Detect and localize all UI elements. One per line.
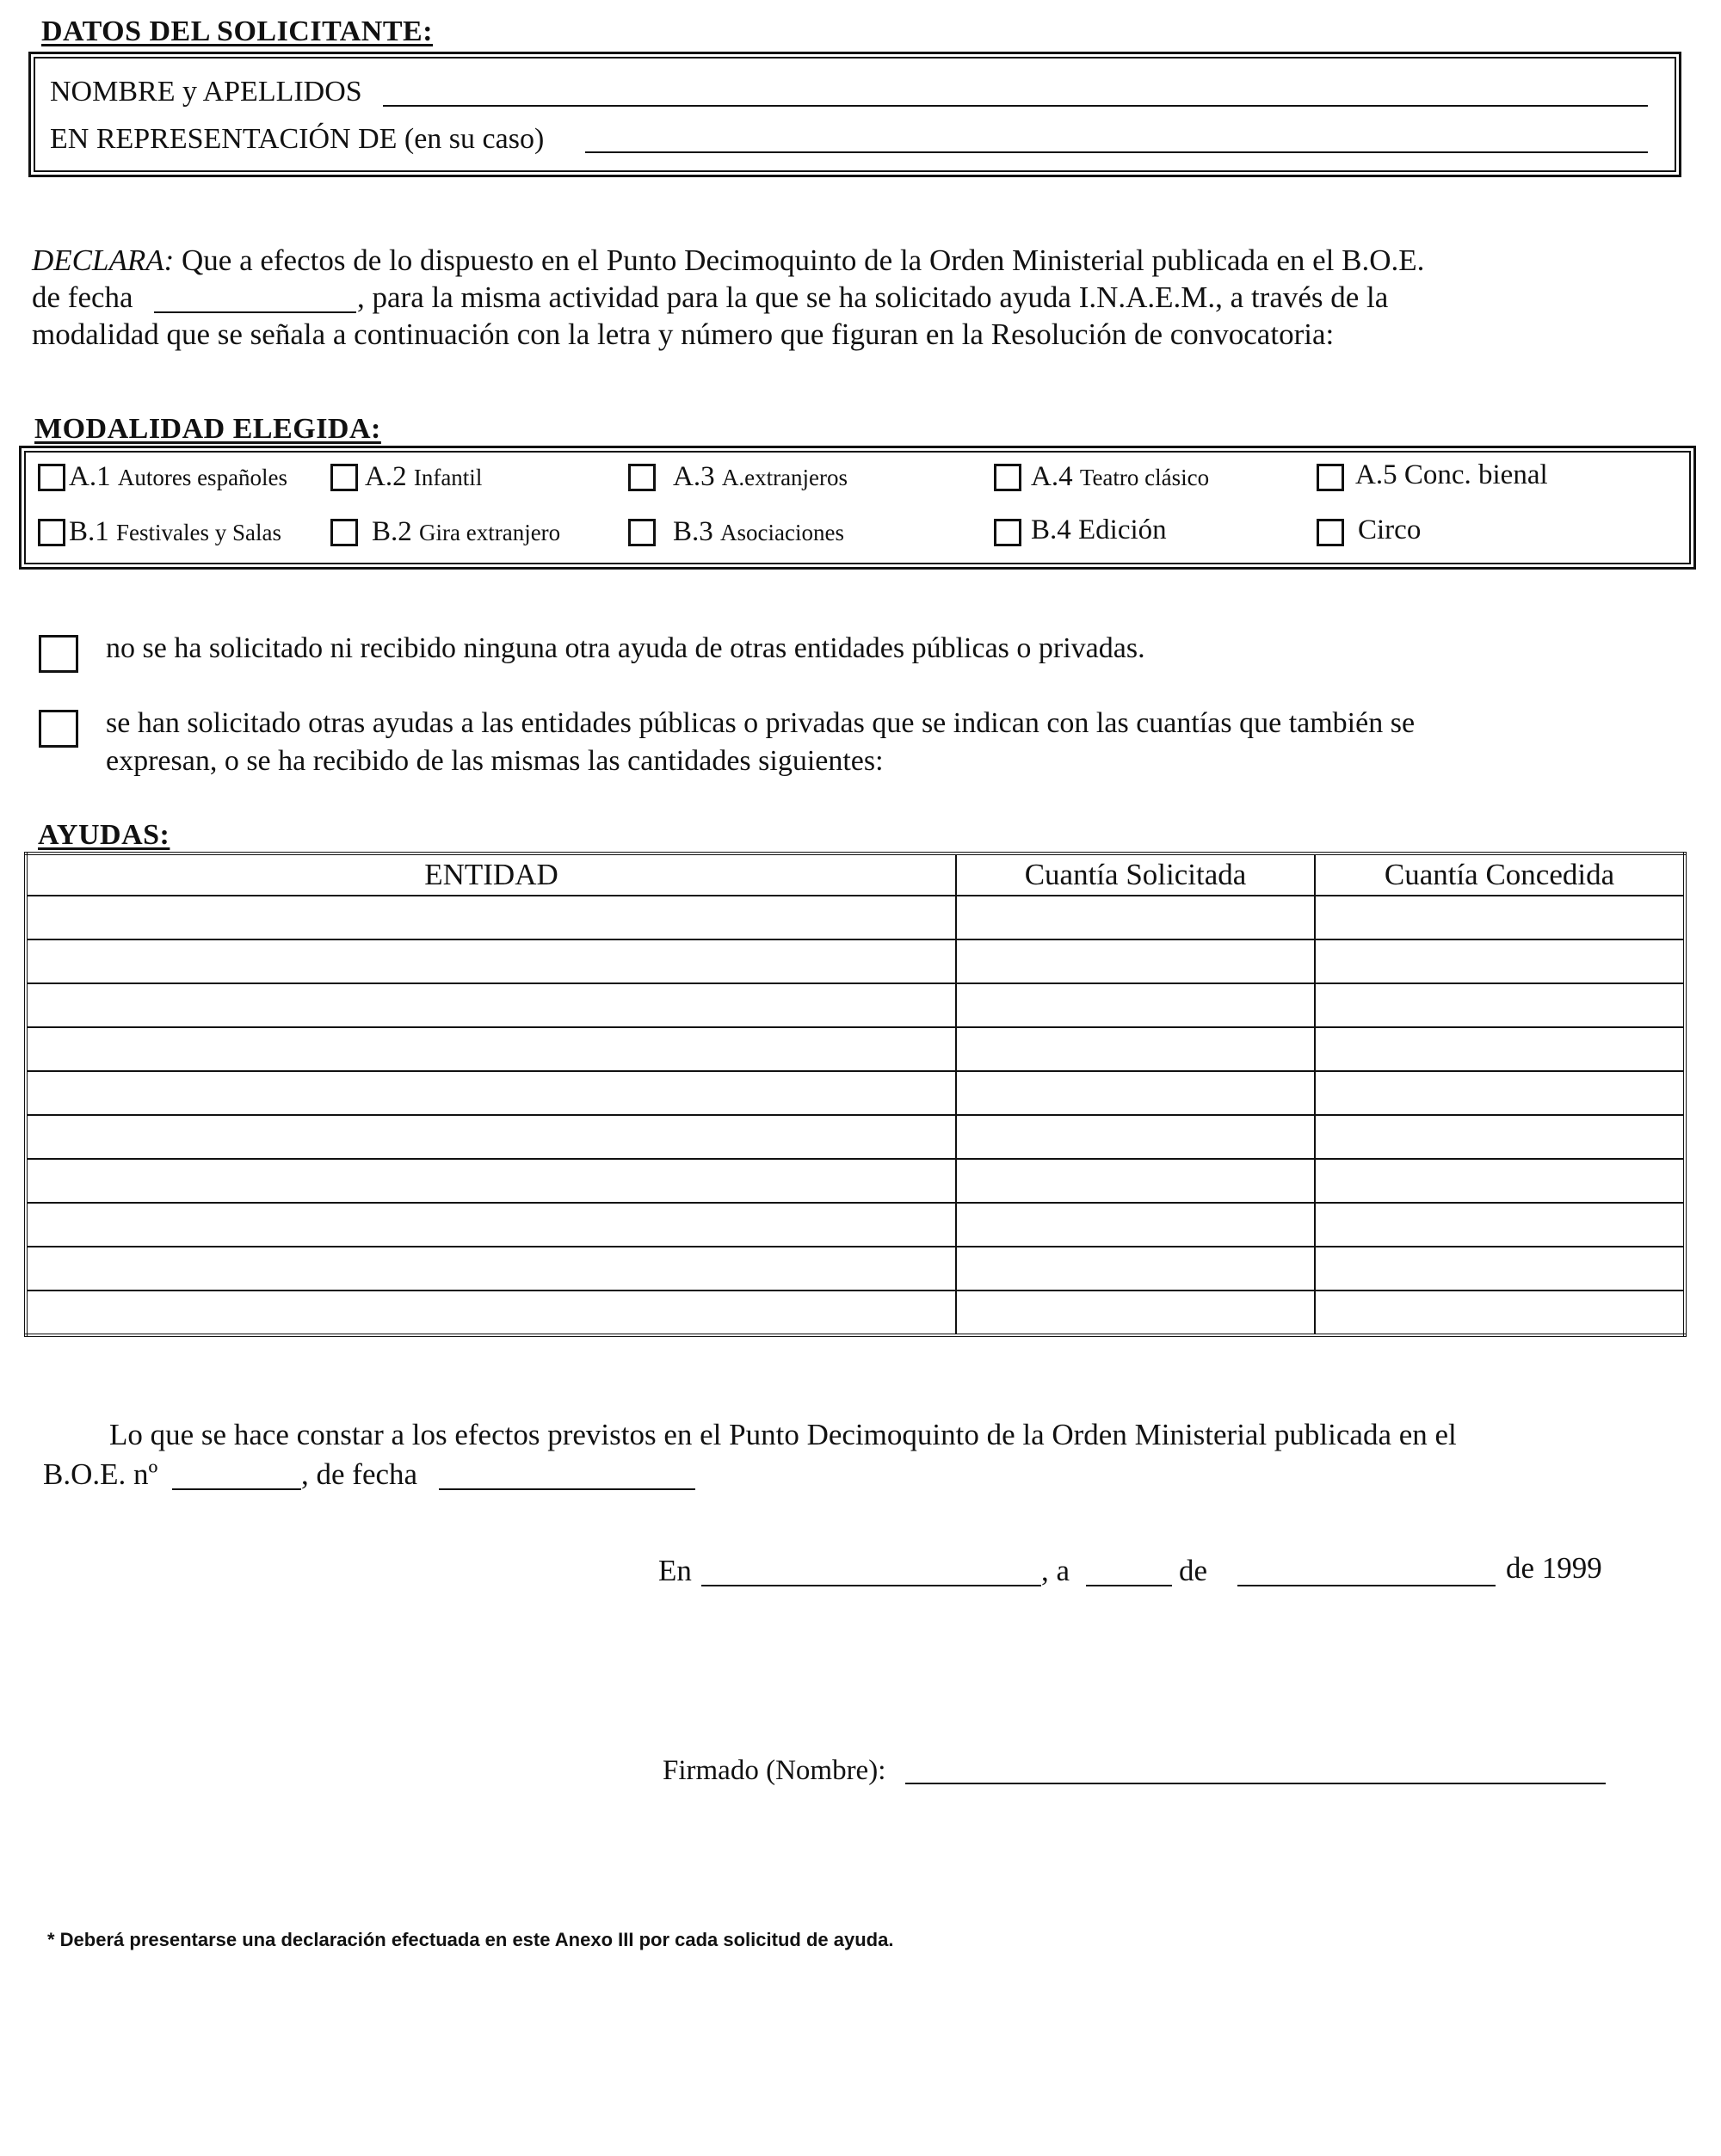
table-row: [26, 1159, 1685, 1203]
col-cuantia-solicitada: Cuantía Solicitada: [956, 853, 1315, 896]
checkbox-circo[interactable]: [1317, 519, 1344, 546]
solicitada-cell[interactable]: [956, 983, 1315, 1027]
checkbox-b2[interactable]: [330, 519, 358, 546]
checkbox-a2[interactable]: [330, 464, 358, 491]
checkbox-b4[interactable]: [994, 519, 1021, 546]
declara-line-3: modalidad que se señala a continuación con la letra y número que figuran en la Resolución de convocatoria:: [32, 317, 1335, 351]
checkbox-b3[interactable]: [628, 519, 656, 546]
declara-line2-rest: , para la misma actividad para la que se ha solicitado ayuda I.N.A.E.M., a través de la: [357, 280, 1389, 314]
checkbox-a4[interactable]: [994, 464, 1021, 491]
lugar-field[interactable]: [701, 1585, 1041, 1586]
checkbox-a5[interactable]: [1317, 464, 1344, 491]
table-row: [26, 1115, 1685, 1159]
solicitada-cell[interactable]: [956, 1071, 1315, 1115]
ayudas-table: [24, 852, 1687, 1337]
checkbox-a3[interactable]: [628, 464, 656, 491]
solicitada-cell[interactable]: [956, 1203, 1315, 1247]
table-row: [26, 1071, 1685, 1115]
representacion-field[interactable]: [585, 151, 1648, 153]
option-a2-label: A.2 Infantil: [365, 461, 483, 492]
entidad-cell[interactable]: [26, 1115, 956, 1159]
boe-fecha-field[interactable]: [439, 1488, 695, 1490]
option-circo-label: Circo: [1358, 514, 1422, 545]
solicitada-cell[interactable]: [956, 1115, 1315, 1159]
ayudas-heading: AYUDAS:: [38, 819, 170, 851]
concedida-cell[interactable]: [1315, 1115, 1685, 1159]
concedida-cell[interactable]: [1315, 1203, 1685, 1247]
table-row: [26, 983, 1685, 1027]
modalidad-heading: MODALIDAD ELEGIDA:: [34, 413, 381, 445]
entidad-cell[interactable]: [26, 939, 956, 983]
concedida-cell[interactable]: [1315, 939, 1685, 983]
concedida-cell[interactable]: [1315, 1027, 1685, 1071]
solicitada-cell[interactable]: [956, 896, 1315, 939]
concedida-cell[interactable]: [1315, 983, 1685, 1027]
mes-field[interactable]: [1237, 1585, 1496, 1586]
solicitada-cell[interactable]: [956, 1027, 1315, 1071]
table-row: [26, 896, 1685, 939]
lugar-de-label: de: [1179, 1554, 1208, 1587]
option-si-ayudas-line2: expresan, o se ha recibido de las mismas las cantidades siguientes:: [106, 745, 884, 777]
entidad-cell[interactable]: [26, 896, 956, 939]
entidad-cell[interactable]: [26, 1027, 956, 1071]
entidad-cell[interactable]: [26, 1203, 956, 1247]
option-a3-label: A.3 A.extranjeros: [673, 461, 848, 492]
firmado-label: Firmado (Nombre):: [663, 1755, 886, 1786]
entidad-cell[interactable]: [26, 983, 956, 1027]
option-a4-label: A.4 Teatro clásico: [1031, 461, 1210, 492]
solicitada-cell[interactable]: [956, 1291, 1315, 1335]
checkbox-si-ayudas[interactable]: [39, 710, 78, 748]
lugar-year-label: de 1999: [1506, 1551, 1602, 1585]
solicitada-cell[interactable]: [956, 1247, 1315, 1291]
option-no-ayudas-text: no se ha solicitado ni recibido ninguna otra ayuda de otras entidades públicas o privadas.: [106, 632, 1145, 664]
checkbox-a1[interactable]: [38, 464, 65, 491]
declara-lead: DECLARA:: [32, 243, 175, 277]
entidad-cell[interactable]: [26, 1291, 956, 1335]
ayudas-header-row: [26, 853, 1685, 896]
concedida-cell[interactable]: [1315, 1291, 1685, 1335]
option-b3-label: B.3 Asociaciones: [673, 516, 844, 547]
solicitada-cell[interactable]: [956, 1159, 1315, 1203]
declara-line-1: [32, 243, 1669, 278]
constancia-line-1: Lo que se hace constar a los efectos previstos en el Punto Decimoquinto de la Orden Ministerial publicada en el: [109, 1418, 1457, 1451]
option-a1-label: A.1 Autores españoles: [69, 461, 288, 492]
option-a5-label: A.5 Conc. bienal: [1355, 459, 1548, 490]
nombre-label: NOMBRE y APELLIDOS: [50, 76, 362, 108]
boe-numero-field[interactable]: [172, 1488, 301, 1490]
footnote: * Deberá presentarse una declaración efectuada en este Anexo III por cada solicitud de ayuda.: [47, 1929, 894, 1950]
solicitada-cell[interactable]: [956, 939, 1315, 983]
lugar-a-label: , a: [1041, 1554, 1070, 1587]
concedida-cell[interactable]: [1315, 896, 1685, 939]
option-b2-label: B.2 Gira extranjero: [372, 516, 561, 547]
checkbox-b1[interactable]: [38, 519, 65, 546]
constancia-boe-label: B.O.E. nº: [43, 1457, 158, 1491]
concedida-cell[interactable]: [1315, 1071, 1685, 1115]
concedida-cell[interactable]: [1315, 1159, 1685, 1203]
declara-line1-rest: Que a efectos de lo dispuesto en el Punto Decimoquinto de la Orden Ministerial publicada en el B.O.E.: [174, 243, 1425, 277]
concedida-cell[interactable]: [1315, 1247, 1685, 1291]
option-b4-label: B.4 Edición: [1031, 514, 1167, 545]
firma-field[interactable]: [905, 1783, 1606, 1784]
col-cuantia-concedida: Cuantía Concedida: [1315, 853, 1685, 896]
table-row: [26, 1247, 1685, 1291]
table-row: [26, 1027, 1685, 1071]
dia-field[interactable]: [1086, 1585, 1172, 1586]
entidad-cell[interactable]: [26, 1159, 956, 1203]
representacion-label: EN REPRESENTACIÓN DE (en su caso): [50, 123, 545, 155]
lugar-en-label: En: [658, 1554, 692, 1587]
constancia-fecha-label: , de fecha: [301, 1457, 418, 1491]
checkbox-no-ayudas[interactable]: [39, 635, 78, 673]
declara-fecha-field[interactable]: [154, 311, 356, 313]
option-si-ayudas-line1: se han solicitado otras ayudas a las entidades públicas o privadas que se indican con las cuantías que también se: [106, 707, 1416, 739]
solicitante-box: [28, 52, 1681, 177]
nombre-field[interactable]: [383, 105, 1648, 107]
entidad-cell[interactable]: [26, 1071, 956, 1115]
table-row: [26, 939, 1685, 983]
declara-line-2: [32, 280, 1669, 315]
option-b1-label: B.1 Festivales y Salas: [69, 516, 281, 547]
table-row: [26, 1203, 1685, 1247]
table-row: [26, 1291, 1685, 1335]
entidad-cell[interactable]: [26, 1247, 956, 1291]
declara-fecha-label: de fecha: [32, 280, 133, 314]
solicitante-heading: DATOS DEL SOLICITANTE:: [41, 15, 434, 47]
col-entidad: ENTIDAD: [26, 853, 956, 896]
